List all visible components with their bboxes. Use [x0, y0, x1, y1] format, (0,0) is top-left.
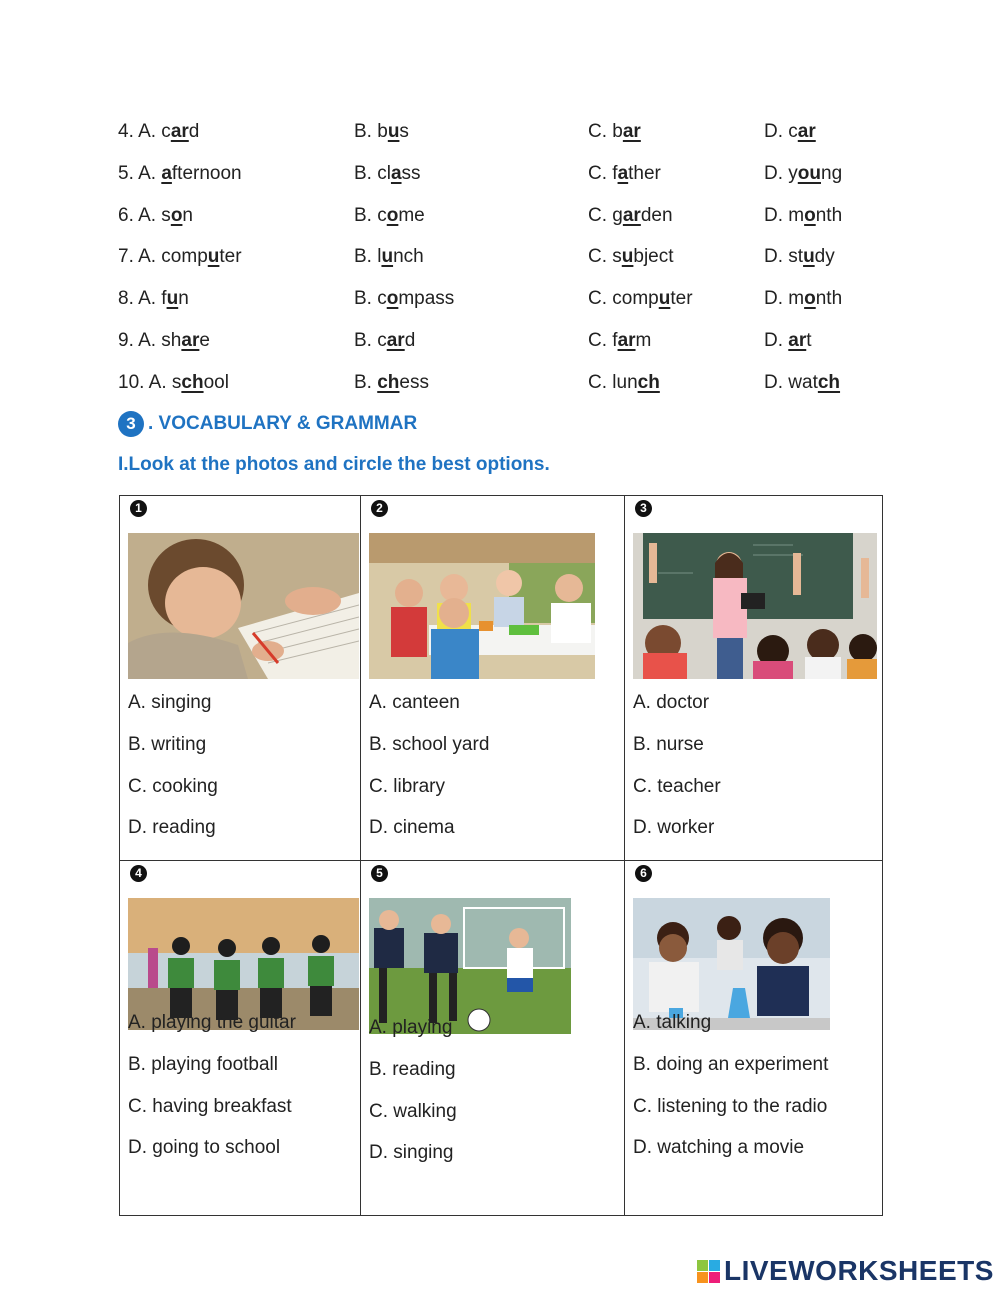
option-d[interactable]: D. cinema — [369, 817, 455, 839]
option-c[interactable]: C. listening to the radio — [633, 1095, 828, 1117]
question-number: 2 — [371, 500, 388, 517]
word-part-hl: ch — [637, 372, 660, 393]
word-part-hl: u — [166, 288, 179, 309]
word-part-hl: o — [386, 205, 399, 226]
word-part-post: ter — [670, 288, 693, 309]
word-part-hl: ar — [797, 121, 816, 142]
pronunciation-option — [588, 246, 674, 268]
word-part-post: ng — [821, 163, 843, 184]
question-number: 3 — [635, 500, 652, 517]
word-part-post: d — [188, 121, 200, 142]
option-d[interactable]: D. watching a movie — [633, 1137, 805, 1159]
logo-blocks-icon — [697, 1260, 720, 1283]
option-a[interactable]: A. singing — [128, 692, 212, 713]
word-part-hl: a — [390, 163, 402, 184]
word-part-hl: o — [804, 205, 816, 226]
word-part-post: den — [640, 205, 673, 226]
football-photo — [369, 898, 571, 1034]
word-part-post: n — [178, 288, 189, 309]
pronunciation-option — [764, 205, 842, 227]
pronunciation-option — [354, 288, 454, 310]
word-part-pre: D. — [764, 330, 789, 351]
word-part-hl: a — [161, 163, 172, 184]
question-cell — [361, 861, 625, 1216]
section-heading — [118, 411, 417, 437]
question-cell — [120, 861, 361, 1216]
word-part-pre: C. s — [588, 246, 622, 267]
pronunciation-option — [764, 121, 816, 143]
option-c[interactable]: C. walking — [369, 1100, 457, 1122]
pronunciation-option — [588, 372, 660, 394]
brand-name: LIVEWORKSHEETS — [724, 1255, 994, 1286]
pronunciation-option — [354, 330, 415, 352]
word-part-pre: B. c — [354, 288, 387, 309]
word-part-pre: D. m — [764, 205, 805, 226]
word-part-post: ss — [401, 163, 421, 184]
word-part-hl: ar — [617, 330, 636, 351]
pronunciation-option — [764, 372, 840, 394]
word-part-pre: D. wat — [764, 372, 818, 393]
word-part-pre: C. f — [588, 163, 618, 184]
pronunciation-option — [588, 330, 651, 352]
pronunciation-option — [588, 205, 673, 227]
option-d[interactable]: D. singing — [369, 1142, 454, 1164]
word-part-pre: D. c — [764, 121, 798, 142]
option-c[interactable]: C. cooking — [128, 775, 218, 797]
word-part-pre: 7. A. comp — [118, 246, 208, 267]
question-cell — [625, 861, 883, 1216]
word-part-pre: D. y — [764, 163, 798, 184]
word-part-hl: u — [658, 288, 671, 309]
pronunciation-option — [354, 163, 421, 185]
teacher-classroom-photo — [633, 533, 877, 679]
word-part-post: ool — [203, 372, 229, 393]
word-part-hl: a — [617, 163, 629, 184]
word-part-hl: ar — [622, 205, 641, 226]
word-part-hl: ar — [181, 330, 200, 351]
option-a[interactable]: A. canteen — [369, 692, 460, 713]
option-a[interactable]: A. playing the guitar — [128, 1012, 296, 1033]
word-part-pre: C. comp — [588, 288, 659, 309]
option-a[interactable]: A. talking — [633, 1012, 712, 1033]
word-part-post: m — [635, 330, 652, 351]
option-b[interactable]: B. playing football — [128, 1053, 278, 1075]
pronunciation-option — [118, 330, 210, 352]
option-a[interactable]: A. playing — [369, 1017, 453, 1038]
word-part-pre: B. c — [354, 205, 387, 226]
word-part-pre: 6. A. s — [118, 205, 171, 226]
option-c[interactable]: C. library — [369, 775, 446, 797]
word-part-pre: D. st — [764, 246, 804, 267]
option-c[interactable]: C. teacher — [633, 775, 721, 797]
word-part-hl: ch — [181, 372, 204, 393]
word-part-pre: D. m — [764, 288, 805, 309]
option-b[interactable]: B. reading — [369, 1058, 456, 1080]
word-part-post: fternoon — [171, 163, 242, 184]
options-list — [633, 691, 721, 858]
word-part-hl: ar — [788, 330, 807, 351]
boy-writing-photo — [128, 533, 359, 679]
word-part-hl: ar — [170, 121, 189, 142]
word-part-post: d — [404, 330, 416, 351]
options-list — [369, 1016, 457, 1183]
option-b[interactable]: B. nurse — [633, 733, 704, 755]
question-number: 5 — [371, 865, 388, 882]
word-part-hl: u — [621, 246, 634, 267]
word-part-post: nth — [815, 288, 843, 309]
liveworksheets-logo — [697, 1255, 994, 1287]
option-d[interactable]: D. reading — [128, 817, 216, 839]
word-part-post: ess — [399, 372, 429, 393]
pronunciation-option — [354, 372, 429, 394]
option-d[interactable]: D. going to school — [128, 1137, 281, 1159]
pronunciation-option — [118, 372, 229, 394]
word-part-hl: ch — [817, 372, 841, 393]
instruction: I.Look at the photos and circle the best options. — [118, 454, 550, 475]
word-part-pre: C. f — [588, 330, 618, 351]
pronunciation-option — [354, 246, 424, 268]
word-part-pre: 4. A. c — [118, 121, 171, 142]
option-a[interactable]: A. doctor — [633, 692, 710, 713]
word-part-post: nth — [815, 205, 843, 226]
pronunciation-option — [588, 163, 661, 185]
word-part-post: ter — [219, 246, 242, 267]
canteen-photo — [369, 533, 595, 679]
word-part-hl: u — [381, 246, 394, 267]
word-part-hl: o — [804, 288, 816, 309]
pronunciation-option — [764, 246, 835, 268]
option-b[interactable]: B. writing — [128, 733, 207, 755]
options-list — [633, 1011, 828, 1178]
word-part-post: me — [398, 205, 425, 226]
word-part-post: mpass — [398, 288, 455, 309]
word-part-pre: 10. A. s — [118, 372, 182, 393]
word-part-post: ther — [628, 163, 661, 184]
question-number: 6 — [635, 865, 652, 882]
options-list — [128, 691, 218, 858]
options-list — [369, 691, 489, 858]
word-part-hl: o — [170, 205, 183, 226]
word-part-hl: u — [803, 246, 815, 267]
section-title: . VOCABULARY & GRAMMAR — [148, 413, 418, 434]
word-part-pre: 5. A. — [118, 163, 162, 184]
word-part-pre: 8. A. f — [118, 288, 167, 309]
photo-question-grid — [119, 495, 883, 1216]
word-part-pre: C. b — [588, 121, 623, 142]
pronunciation-option — [118, 163, 242, 185]
pronunciation-option — [118, 205, 193, 227]
word-part-pre: B. b — [354, 121, 388, 142]
word-part-pre: B. l — [354, 246, 382, 267]
word-part-post: n — [182, 205, 193, 226]
pronunciation-option — [764, 288, 842, 310]
pronunciation-option — [588, 288, 693, 310]
pronunciation-option — [354, 205, 425, 227]
question-cell — [120, 496, 361, 861]
pronunciation-option — [588, 121, 641, 143]
pronunciation-option — [118, 288, 189, 310]
word-part-post: bject — [633, 246, 674, 267]
word-part-post: nch — [393, 246, 424, 267]
question-number: 4 — [130, 865, 147, 882]
option-b[interactable]: B. doing an experiment — [633, 1053, 829, 1075]
word-part-hl: ch — [377, 372, 400, 393]
option-d[interactable]: D. worker — [633, 817, 715, 839]
word-part-hl: u — [207, 246, 220, 267]
word-part-hl: u — [387, 121, 400, 142]
word-part-pre: B. — [354, 372, 378, 393]
word-part-pre: C. lun — [588, 372, 638, 393]
section-number: 3 — [118, 411, 144, 437]
pronunciation-option — [764, 330, 812, 352]
question-number: 1 — [130, 500, 147, 517]
option-c[interactable]: C. having breakfast — [128, 1095, 292, 1117]
word-part-pre: B. cl — [354, 163, 391, 184]
word-part-pre: 9. A. sh — [118, 330, 182, 351]
word-part-pre: C. g — [588, 205, 623, 226]
option-b[interactable]: B. school yard — [369, 733, 490, 755]
pronunciation-option — [118, 121, 199, 143]
question-cell — [625, 496, 883, 861]
pronunciation-option — [118, 246, 242, 268]
word-part-hl: ou — [797, 163, 821, 184]
word-part-pre: B. c — [354, 330, 387, 351]
pronunciation-option — [764, 163, 842, 185]
options-list — [128, 1011, 296, 1178]
word-part-post: e — [199, 330, 210, 351]
word-part-hl: ar — [622, 121, 641, 142]
pronunciation-option — [354, 121, 409, 143]
word-part-post: s — [399, 121, 409, 142]
word-part-hl: ar — [386, 330, 405, 351]
word-part-hl: o — [386, 288, 399, 309]
word-part-post: dy — [814, 246, 835, 267]
question-cell — [361, 496, 625, 861]
word-part-post: t — [806, 330, 812, 351]
